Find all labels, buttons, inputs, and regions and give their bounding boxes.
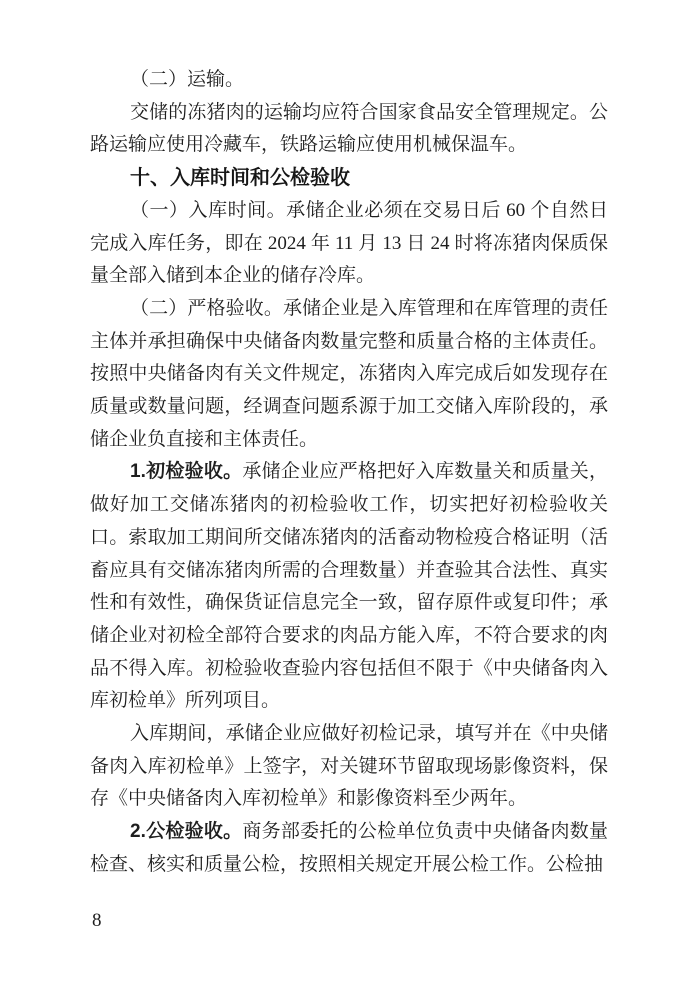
paragraph-text: （二）运输。 — [130, 69, 245, 90]
section-heading-warehousing-inspection: 十、入库时间和公检验收 — [130, 167, 350, 190]
paragraph-initial-inspection — [90, 456, 608, 718]
paragraph-warehousing-time — [90, 195, 608, 293]
paragraph-public-inspection — [90, 816, 608, 881]
paragraph-text: 入库期间，承储企业应做好初检记录，填写并在《中央储备肉入库初检单》上签字，对关键环节留取现场影像资料，保存《中央储备肉入库初检单》和影像资料至少两年。 — [90, 723, 608, 810]
paragraph-transport-body — [90, 97, 608, 162]
paragraph-text: 承储企业应严格把好入库数量关和质量关，做好加工交储冻猪肉的初检验收工作，切实把好初检验收关口。索取加工期间所交储冻猪肉的活畜动物检疫合格证明（活畜应具有交储冻猪肉所需的合理数量）并查验其合法性、真实性和有效性，确保货证信息完全一致，留存原件或复印件；承储企业对初检全部符合要求的肉品方能入库，不符合要求的肉品不得入库。初检验收查验内容包括但不限于《中央储备肉入库初检单》所列项目。 — [90, 461, 608, 712]
paragraph-transport-label — [90, 64, 608, 97]
paragraph-inspection-records — [90, 718, 608, 816]
paragraph-lead-public-inspection: 2.公检验收。 — [130, 821, 243, 843]
paragraph-text: （二）严格验收。承储企业是入库管理和在库管理的责任主体并承担确保中央储备肉数量完整和质量合格的主体责任。按照中央储备肉有关文件规定，冻猪肉入库完成后如发现存在质量或数量问题，经调查问题系源于加工交储入库阶段的，承储企业负直接和主体责任。 — [90, 297, 608, 450]
paragraph-lead-initial-inspection: 1.初检验收。 — [130, 461, 243, 483]
paragraph-strict-acceptance — [90, 293, 608, 457]
document-body — [90, 64, 608, 882]
paragraph-text: 商务部委托的公检单位负责中央储备肉数量检查、核实和质量公检，按照相关规定开展公检工作。公检抽 — [90, 821, 608, 875]
page-number: 8 — [92, 910, 102, 931]
paragraph-text: 交储的冻猪肉的运输均应符合国家食品安全管理规定。公路运输应使用冷藏车，铁路运输应使用机械保温车。 — [90, 101, 608, 156]
paragraph-text: （一）入库时间。承储企业必须在交易日后 60 个自然日完成入库任务，即在 2024 年 11 月 13 日 24 时将冻猪肉保质保量全部入储到本企业的储存冷库。 — [90, 199, 608, 287]
